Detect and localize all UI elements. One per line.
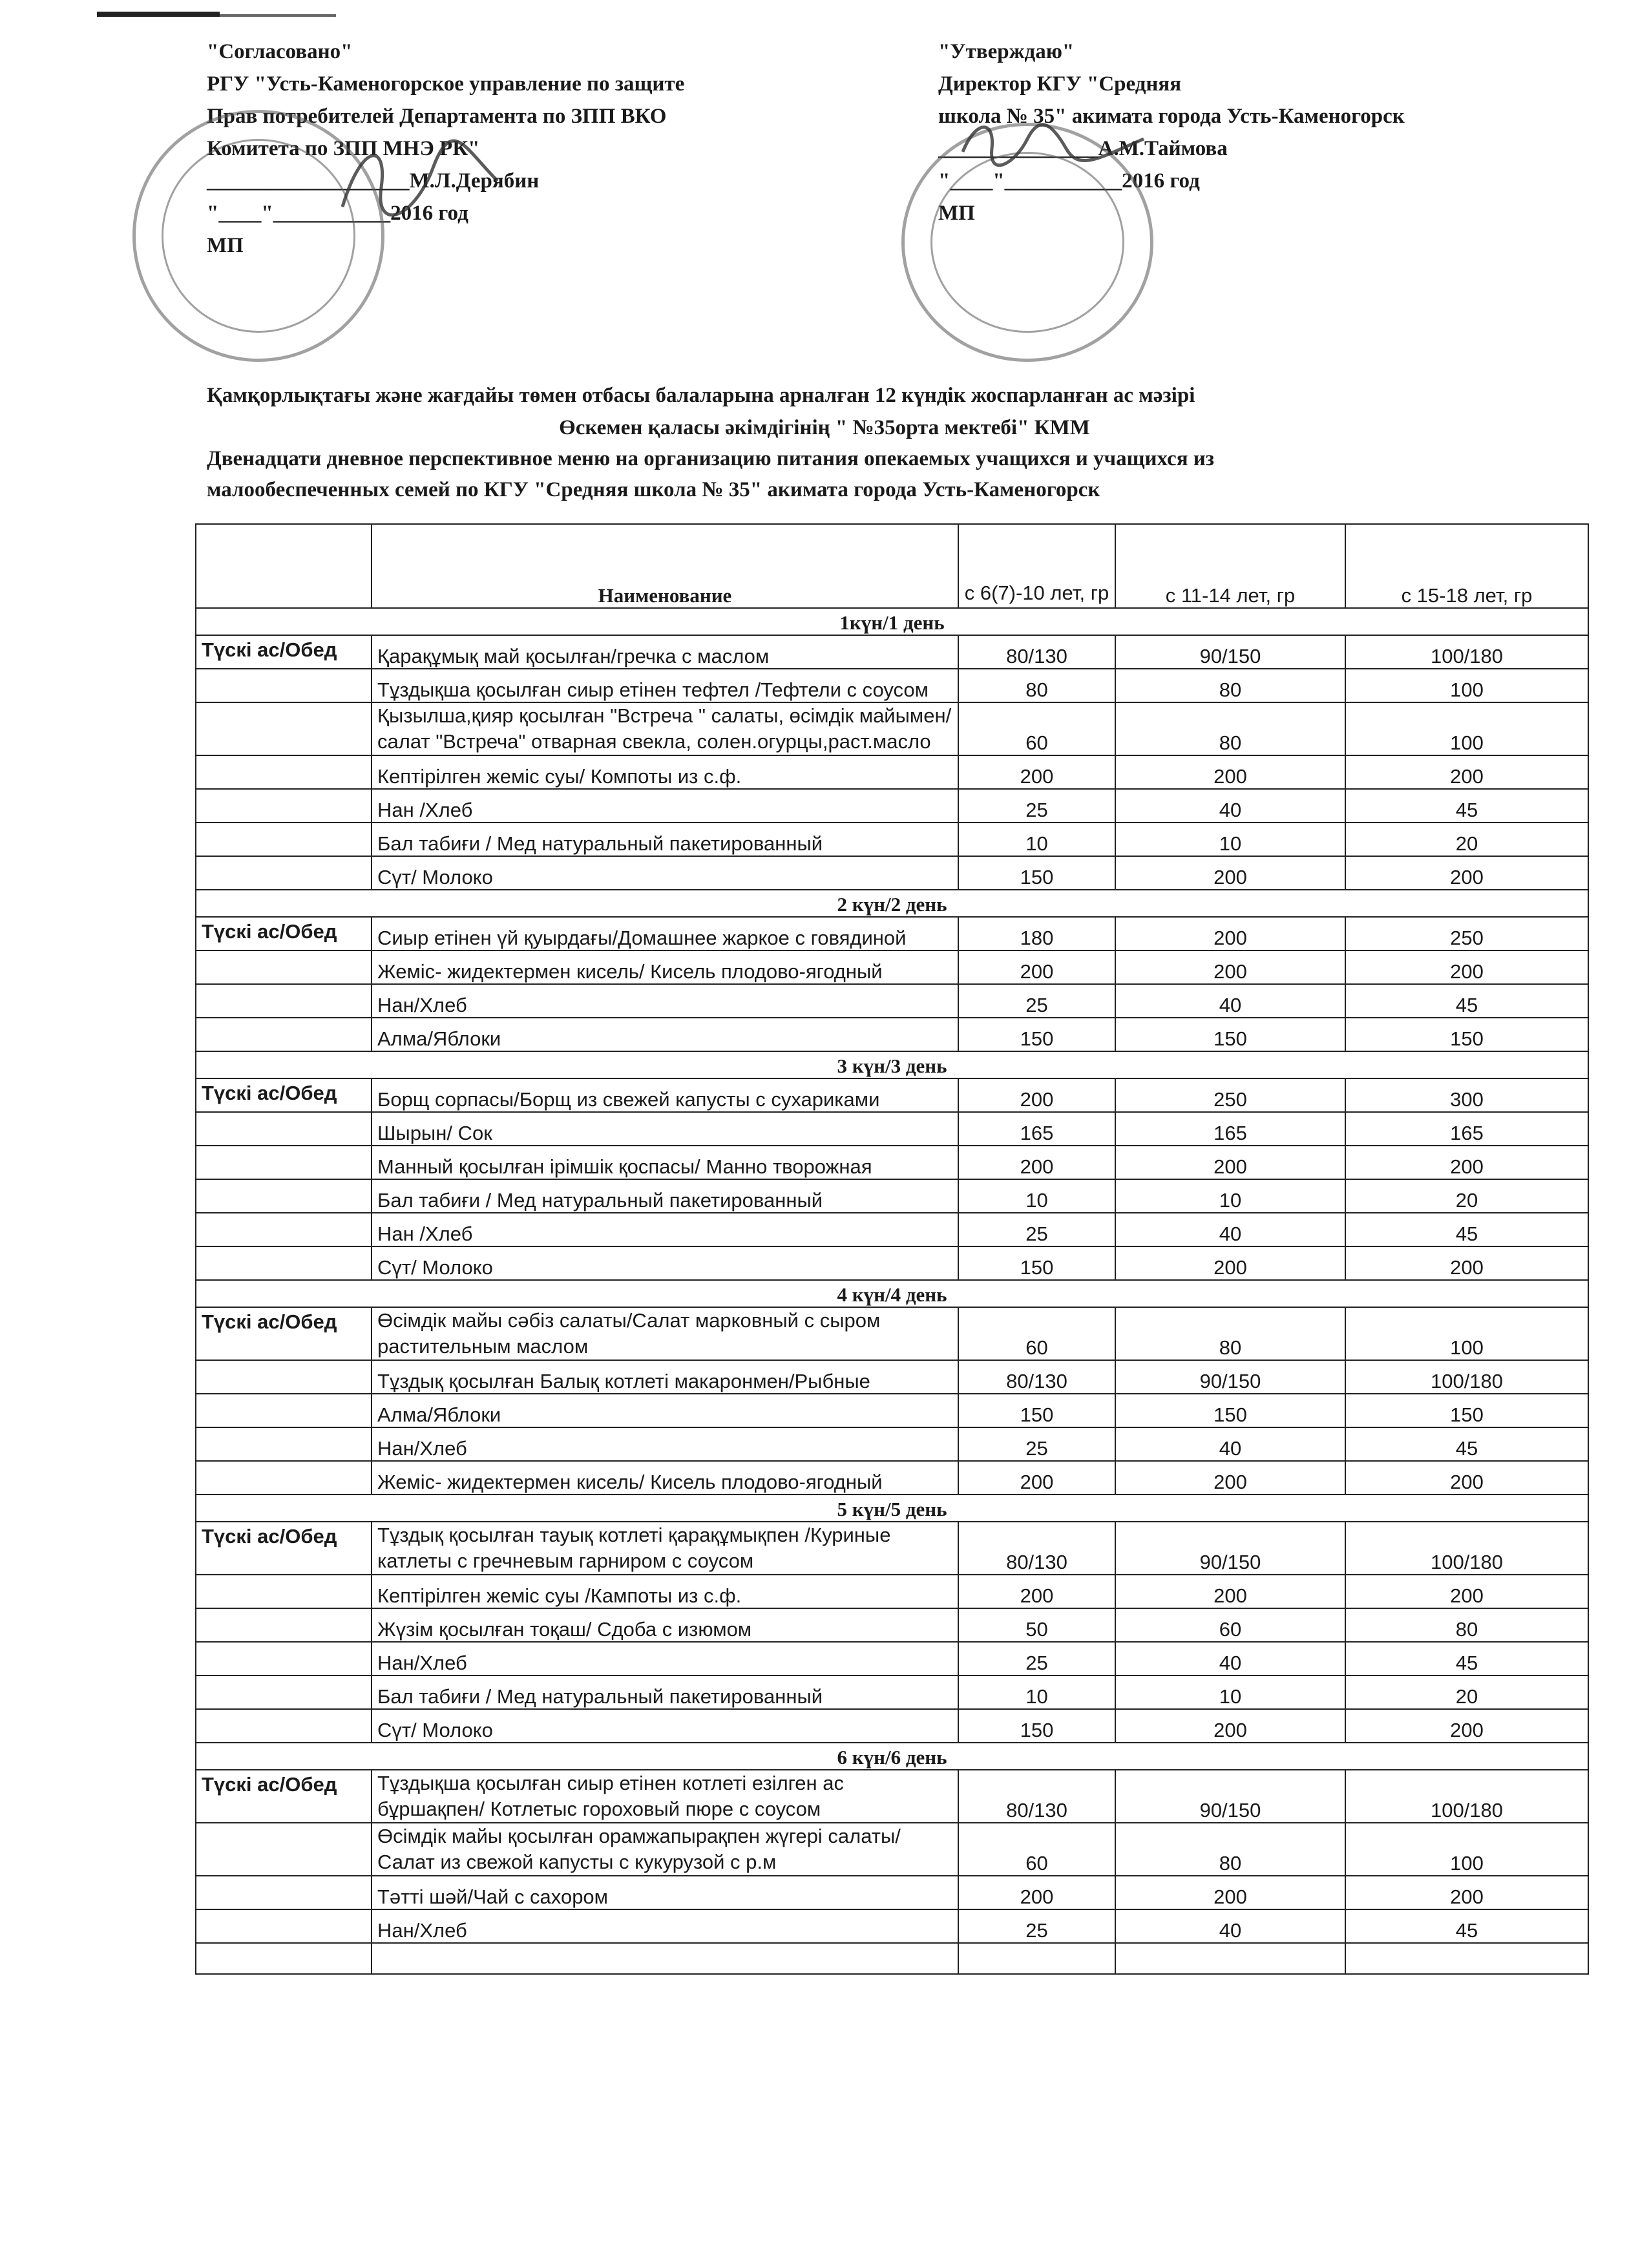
portion-cell: 165: [1345, 1112, 1588, 1146]
meal-cell: Түскі ас/Обед: [196, 1307, 372, 1360]
day-header-row: [196, 890, 1588, 917]
day-label: 4 күн/4 день: [196, 1280, 1588, 1307]
table-row: [196, 1675, 1588, 1709]
portion-cell: 165: [958, 1112, 1115, 1146]
table-row: [196, 856, 1588, 890]
dish-name-cell: Бал табиғи / Мед натуральный пакетированный: [372, 1675, 958, 1709]
portion-cell: 200: [1345, 1709, 1588, 1743]
portion-cell: 200: [1115, 1246, 1345, 1280]
meal-cell: [196, 1394, 372, 1427]
portion-cell: 100: [1345, 1307, 1588, 1360]
menu-table: [195, 523, 1589, 1975]
table-row: [196, 1246, 1588, 1280]
title-ru-line: Двенадцати дневное перспективное меню на организацию питания опекаемых учащихся и учащихся из: [207, 447, 1215, 470]
approved-title: "Утверждаю": [938, 40, 1075, 63]
portion-cell: 40: [1115, 1213, 1345, 1246]
dish-name-cell: Қарақұмық май қосылған/гречка с маслом: [372, 635, 958, 669]
portion-cell: 150: [958, 1394, 1115, 1427]
meal-cell: [196, 702, 372, 755]
table-header-row: [196, 524, 1588, 608]
day-label: 2 күн/2 день: [196, 890, 1588, 917]
day-label: 1күн/1 день: [196, 608, 1588, 635]
portion-cell: 200: [1345, 950, 1588, 984]
portion-cell: 200: [1115, 917, 1345, 950]
portion-cell: 10: [1115, 1675, 1345, 1709]
portion-cell: 45: [1345, 1213, 1588, 1246]
table-row: [196, 1307, 1588, 1360]
header-cell-empty: [196, 524, 372, 608]
table-row: [196, 635, 1588, 669]
portion-cell: 40: [1115, 789, 1345, 823]
portion-cell: 45: [1345, 1427, 1588, 1461]
dish-name-cell: Бал табиғи / Мед натуральный пакетированный: [372, 823, 958, 856]
dish-name-cell: Сиыр етінен үй қуырдағы/Домашнее жаркое с говядиной: [372, 917, 958, 950]
portion-cell: 80: [958, 669, 1115, 702]
dish-name-cell: Кептірілген жеміс суы /Кампоты из с.ф.: [372, 1575, 958, 1608]
day-label: 5 күн/5 день: [196, 1495, 1588, 1522]
scan-edge-mark: [97, 12, 220, 17]
portion-cell: 300: [1345, 1078, 1588, 1112]
table-row: [196, 823, 1588, 856]
meal-cell: [196, 1427, 372, 1461]
portion-cell: 100/180: [1345, 1522, 1588, 1575]
meal-cell: [196, 1608, 372, 1642]
portion-cell: 80: [1345, 1608, 1588, 1642]
empty-cell: [372, 1943, 958, 1974]
meal-cell: [196, 1179, 372, 1213]
dish-name-cell: Бал табиғи / Мед натуральный пакетированный: [372, 1179, 958, 1213]
dish-name-cell: Манный қосылған ірімшік қоспасы/ Манно творожная: [372, 1146, 958, 1179]
portion-cell: 200: [1345, 1461, 1588, 1495]
meal-cell: [196, 1112, 372, 1146]
table-row: [196, 1360, 1588, 1394]
portion-cell: 10: [958, 1179, 1115, 1213]
agreed-signatory: ___________________М.Л.Дерябин: [207, 169, 540, 193]
portion-cell: 100: [1345, 669, 1588, 702]
portion-cell: 40: [1115, 984, 1345, 1018]
portion-cell: 200: [958, 1876, 1115, 1909]
portion-cell: 90/150: [1115, 1770, 1345, 1823]
portion-cell: 10: [1115, 823, 1345, 856]
agreed-line: РГУ "Усть-Каменогорское управление по защите: [207, 72, 685, 96]
dish-name-cell: Алма/Яблоки: [372, 1018, 958, 1051]
dish-name-cell: Тұздықша қосылған сиыр етінен котлеті езілген ас бұршақпен/ Котлетыс гороховый пюре с соусом: [372, 1770, 958, 1823]
portion-cell: 200: [1115, 1575, 1345, 1608]
portion-cell: 200: [1115, 1146, 1345, 1179]
portion-cell: 250: [1345, 917, 1588, 950]
header-cell-age: с 6(7)-10 лет, гр: [958, 524, 1115, 608]
table-row: [196, 1427, 1588, 1461]
portion-cell: 200: [1345, 1876, 1588, 1909]
dish-name-cell: Тұздықша қосылған сиыр етінен тефтел /Тефтели с соусом: [372, 669, 958, 702]
meal-cell: [196, 1642, 372, 1675]
dish-name-cell: Сүт/ Молоко: [372, 1709, 958, 1743]
header-cell-age: с 11-14 лет, гр: [1115, 524, 1345, 608]
meal-cell: [196, 1246, 372, 1280]
portion-cell: 90/150: [1115, 1522, 1345, 1575]
portion-cell: 60: [958, 702, 1115, 755]
portion-cell: 200: [958, 1146, 1115, 1179]
portion-cell: 80: [1115, 1307, 1345, 1360]
portion-cell: 200: [958, 1575, 1115, 1608]
empty-cell: [1345, 1943, 1588, 1974]
portion-cell: 90/150: [1115, 1360, 1345, 1394]
portion-cell: 45: [1345, 789, 1588, 823]
meal-cell: [196, 669, 372, 702]
portion-cell: 20: [1345, 1179, 1588, 1213]
empty-cell: [958, 1943, 1115, 1974]
dish-name-cell: Тәтті шәй/Чай с сахором: [372, 1876, 958, 1909]
portion-cell: 40: [1115, 1909, 1345, 1943]
dish-name-cell: Тұздық қосылған тауық котлеті қарақұмықпен /Куриные катлеты с гречневым гарниром с соусом: [372, 1522, 958, 1575]
portion-cell: 45: [1345, 1909, 1588, 1943]
dish-name-cell: Нан /Хлеб: [372, 789, 958, 823]
meal-cell: [196, 1360, 372, 1394]
portion-cell: 10: [1115, 1179, 1345, 1213]
meal-cell: [196, 789, 372, 823]
portion-cell: 50: [958, 1608, 1115, 1642]
agreed-line: Комитета по ЗПП МНЭ РК": [207, 137, 480, 160]
empty-cell: [196, 1943, 372, 1974]
dish-name-cell: Кептірілген жеміс суы/ Компоты из с.ф.: [372, 755, 958, 789]
meal-cell: [196, 1146, 372, 1179]
portion-cell: 45: [1345, 984, 1588, 1018]
day-header-row: [196, 608, 1588, 635]
portion-cell: 200: [1115, 1461, 1345, 1495]
portion-cell: 200: [1115, 950, 1345, 984]
portion-cell: 150: [1115, 1394, 1345, 1427]
meal-cell: [196, 1213, 372, 1246]
portion-cell: 80: [1115, 1823, 1345, 1876]
portion-cell: 200: [1345, 1575, 1588, 1608]
empty-cell: [1115, 1943, 1345, 1974]
dish-name-cell: Нан/Хлеб: [372, 1427, 958, 1461]
portion-cell: 150: [958, 1709, 1115, 1743]
table-row: [196, 1876, 1588, 1909]
portion-cell: 100/180: [1345, 635, 1588, 669]
table-row: [196, 1608, 1588, 1642]
table-row: [196, 669, 1588, 702]
header-cell-name: Наименование: [372, 524, 958, 608]
portion-cell: 165: [1115, 1112, 1345, 1146]
approved-line: Директор КГУ "Средняя: [938, 72, 1182, 96]
table-row: [196, 1522, 1588, 1575]
portion-cell: 60: [1115, 1608, 1345, 1642]
portion-cell: 90/150: [1115, 635, 1345, 669]
meal-cell: Түскі ас/Обед: [196, 917, 372, 950]
portion-cell: 25: [958, 1642, 1115, 1675]
table-row: [196, 1770, 1588, 1823]
meal-cell: [196, 755, 372, 789]
agreed-date: "____"___________2016 год: [207, 202, 468, 225]
portion-cell: 150: [958, 1246, 1115, 1280]
portion-cell: 80: [1115, 669, 1345, 702]
portion-cell: 25: [958, 984, 1115, 1018]
portion-cell: 250: [1115, 1078, 1345, 1112]
portion-cell: 40: [1115, 1642, 1345, 1675]
dish-name-cell: Жеміс- жидектермен кисель/ Кисель плодово-ягодный: [372, 1461, 958, 1495]
portion-cell: 200: [958, 950, 1115, 984]
portion-cell: 20: [1345, 1675, 1588, 1709]
dish-name-cell: Жүзім қосылған тоқаш/ Сдоба с изюмом: [372, 1608, 958, 1642]
scan-edge-mark: [220, 14, 336, 17]
day-header-row: [196, 1051, 1588, 1078]
table-row: [196, 1078, 1588, 1112]
day-header-row: [196, 1743, 1588, 1770]
day-label: 3 күн/3 день: [196, 1051, 1588, 1078]
portion-cell: 45: [1345, 1642, 1588, 1675]
day-label: 6 күн/6 день: [196, 1743, 1588, 1770]
dish-name-cell: Өсімдік майы қосылған орамжапырақпен жүгері салаты/Салат из свежой капусты с кукурузой с р.м: [372, 1823, 958, 1876]
meal-cell: [196, 1709, 372, 1743]
portion-cell: 100/180: [1345, 1770, 1588, 1823]
portion-cell: 180: [958, 917, 1115, 950]
title-kz-line: Қамқорлықтағы және жағдайы төмен отбасы балаларына арналған 12 күндік жоспарланған ас мәзірі: [207, 384, 1195, 407]
portion-cell: 40: [1115, 1427, 1345, 1461]
table-row: [196, 1461, 1588, 1495]
portion-cell: 25: [958, 1909, 1115, 1943]
table-row: [196, 1823, 1588, 1876]
approved-line: школа № 35" акимата города Усть-Каменогорск: [938, 105, 1405, 128]
portion-cell: 100: [1345, 702, 1588, 755]
dish-name-cell: Шырын/ Сок: [372, 1112, 958, 1146]
dish-name-cell: Нан/Хлеб: [372, 1909, 958, 1943]
dish-name-cell: Сүт/ Молоко: [372, 1246, 958, 1280]
portion-cell: 80/130: [958, 1360, 1115, 1394]
portion-cell: 200: [958, 1461, 1115, 1495]
meal-cell: Түскі ас/Обед: [196, 1522, 372, 1575]
title-ru-line: малообеспеченных семей по КГУ "Средняя школа № 35" акимата города Усть-Каменогорск: [207, 478, 1100, 501]
meal-cell: [196, 856, 372, 890]
portion-cell: 80/130: [958, 635, 1115, 669]
meal-cell: [196, 1909, 372, 1943]
day-header-row: [196, 1495, 1588, 1522]
meal-cell: [196, 823, 372, 856]
dish-name-cell: Алма/Яблоки: [372, 1394, 958, 1427]
table-row: [196, 702, 1588, 755]
agreed-title: "Согласовано": [207, 40, 353, 63]
table-row: [196, 755, 1588, 789]
dish-name-cell: Өсімдік майы сәбіз салаты/Салат марковный с сыром растительным маслом: [372, 1307, 958, 1360]
dish-name-cell: Тұздық қосылған Балық котлеті макаронмен/Рыбные: [372, 1360, 958, 1394]
portion-cell: 60: [958, 1307, 1115, 1360]
portion-cell: 100: [1345, 1823, 1588, 1876]
portion-cell: 150: [1345, 1394, 1588, 1427]
portion-cell: 200: [1115, 1709, 1345, 1743]
dish-name-cell: Жеміс- жидектермен кисель/ Кисель плодово-ягодный: [372, 950, 958, 984]
dish-name-cell: Қызылша,қияр қосылған "Встреча " салаты, өсімдік майымен/ салат "Встреча" отварная свекла, солен.огурцы,раст.масло: [372, 702, 958, 755]
portion-cell: 200: [958, 755, 1115, 789]
portion-cell: 60: [958, 1823, 1115, 1876]
table-row: [196, 789, 1588, 823]
portion-cell: 200: [1115, 856, 1345, 890]
table-row: [196, 1575, 1588, 1608]
table-row: [196, 1909, 1588, 1943]
portion-cell: 20: [1345, 823, 1588, 856]
portion-cell: 25: [958, 1213, 1115, 1246]
portion-cell: 200: [1345, 1246, 1588, 1280]
portion-cell: 10: [958, 1675, 1115, 1709]
agreed-line: Прав потребителей Департамента по ЗПП ВКО: [207, 105, 667, 128]
day-header-row: [196, 1280, 1588, 1307]
portion-cell: 150: [1345, 1018, 1588, 1051]
signature-icon: [956, 113, 1150, 171]
approved-signatory: _______________А.М.Таймова: [938, 137, 1228, 160]
dish-name-cell: Сүт/ Молоко: [372, 856, 958, 890]
meal-cell: Түскі ас/Обед: [196, 635, 372, 669]
title-kz-line: Өскемен қаласы әкімдігінің " №35орта мектебі" КММ: [559, 416, 1090, 439]
meal-cell: [196, 1876, 372, 1909]
portion-cell: 200: [1115, 1876, 1345, 1909]
table-row: [196, 1709, 1588, 1743]
approved-stamp-label: МП: [938, 202, 975, 225]
header-cell-age: с 15-18 лет, гр: [1345, 524, 1588, 608]
table-row: [196, 1213, 1588, 1246]
portion-cell: 80: [1115, 702, 1345, 755]
portion-cell: 80/130: [958, 1770, 1115, 1823]
dish-name-cell: Нан/Хлеб: [372, 1642, 958, 1675]
meal-cell: [196, 984, 372, 1018]
meal-cell: [196, 1018, 372, 1051]
dish-name-cell: Нан /Хлеб: [372, 1213, 958, 1246]
table-row: [196, 984, 1588, 1018]
meal-cell: Түскі ас/Обед: [196, 1770, 372, 1823]
table-row: [196, 1642, 1588, 1675]
portion-cell: 150: [958, 1018, 1115, 1051]
portion-cell: 200: [1115, 755, 1345, 789]
approved-date: "____"___________2016 год: [938, 169, 1200, 193]
table-row-empty: [196, 1943, 1588, 1974]
meal-cell: [196, 1461, 372, 1495]
meal-cell: [196, 1675, 372, 1709]
portion-cell: 200: [1345, 755, 1588, 789]
agreed-stamp-label: МП: [207, 234, 244, 257]
meal-cell: Түскі ас/Обед: [196, 1078, 372, 1112]
meal-cell: [196, 1823, 372, 1876]
portion-cell: 80/130: [958, 1522, 1115, 1575]
portion-cell: 100/180: [1345, 1360, 1588, 1394]
table-row: [196, 1394, 1588, 1427]
portion-cell: 10: [958, 823, 1115, 856]
portion-cell: 150: [1115, 1018, 1345, 1051]
portion-cell: 200: [1345, 856, 1588, 890]
table-row: [196, 917, 1588, 950]
signature-icon: [336, 129, 504, 226]
table-row: [196, 950, 1588, 984]
portion-cell: 150: [958, 856, 1115, 890]
dish-name-cell: Нан/Хлеб: [372, 984, 958, 1018]
portion-cell: 200: [958, 1078, 1115, 1112]
portion-cell: 200: [1345, 1146, 1588, 1179]
table-row: [196, 1112, 1588, 1146]
portion-cell: 25: [958, 1427, 1115, 1461]
dish-name-cell: Борщ сорпасы/Борщ из свежей капусты с сухариками: [372, 1078, 958, 1112]
meal-cell: [196, 950, 372, 984]
meal-cell: [196, 1575, 372, 1608]
portion-cell: 25: [958, 789, 1115, 823]
table-row: [196, 1146, 1588, 1179]
table-row: [196, 1018, 1588, 1051]
table-row: [196, 1179, 1588, 1213]
